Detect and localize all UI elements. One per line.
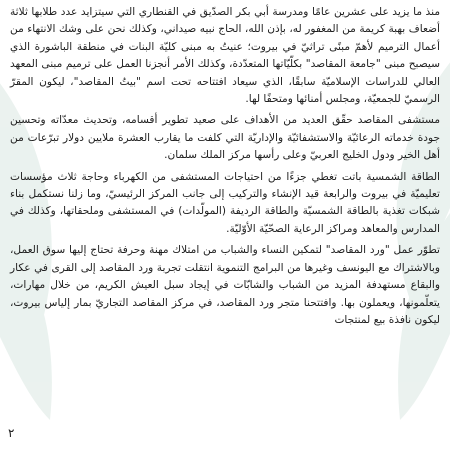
page-number: ٢ <box>8 426 15 440</box>
paragraph-ward-al-makassed: تطوّر عمل "ورد المقاصد" لتمكين النساء والشباب من امتلاك مهنة وحرفة تحتاج إليها سوق العمل، وبالاشتراك مع اليونسف وغيرها من البرامج التنموية انتقلت تجربة ورد المقاصد إلى القرى في عكار والبقاع مستهدفة المزيد من الشباب والشابّات في إيجاد سبل العيش الكريم، من خلال مهارات، يتعلّمونها، ويعملون بها. وافتتحنا متجر ورد المقاصد، في مركز المقاصد التجاريّ بمار إلياس بيروت، ليكون نافذة بيع لمنتجات <box>10 244 440 326</box>
paragraph-schools-heritage: منذ ما يزيد على عشرين عامًا ومدرسة أبي بكر الصدّيق في القنطاري التي سيتزايد عدد طلابها ثلاثة أضعاف بهبة كريمة من المغفور له، بإذن الله، الحاج نبيه صيداني، وكذلك نحن على وشك الانتهاء من أعمال الترميم لأهمّ مبنًى تراثيّ في بيروت؛ عنيتُ به مبنى كليّة البنات في منطقة الباشورة الذي سيصبح مبنى "جامعة المقاصد" بكلّيّاتها المتعدّدة، وكذلك الأمر أنجزنا العمل على ترميم مبنى المعهد العالي للدراسات الإسلاميّة سابقًا، الذي سيعاد افتتاحه تحت اسم "بيتُ المقاصد"، ليكون المقرّ الرسميّ للجمعيّة، ومجلس أمنائها ومتحفًا لها. <box>10 6 440 106</box>
document-body <box>10 4 440 333</box>
paragraph-solar-energy: الطاقة الشمسية باتت تغطي جزءًا من احتياجات المستشفى من الكهرباء وحاجة ثلاث مؤسسات تعليميّة في بيروت والرابعة قيد الإنشاء والتركيب إلى جانب المركز الرئيسيّ، وما زلنا نستكمل بناء شبكات تغذية بالطاقة الشمسيّة والطاقة الرديفة (المولّدات) في المستشفى وملحقاتها، وكذلك في المدارس والمعاهد ومراكز الرعاية الصحّيّة الأوّليّة. <box>10 170 440 235</box>
paragraph-hospital: مستشفى المقاصد حقّق العديد من الأهداف على صعيد تطوير أقسامه، وتحديث معدّاته وتحسين جودة خدماته الرعائيّة والاستشفائيّة والإداريّة التي كلفت ما يقارب العشرة ملايين دولار تبرّعات من أهل الخير ودول الخليج العربيّ وعلى رأسها مركز الملك سلمان. <box>10 114 440 162</box>
